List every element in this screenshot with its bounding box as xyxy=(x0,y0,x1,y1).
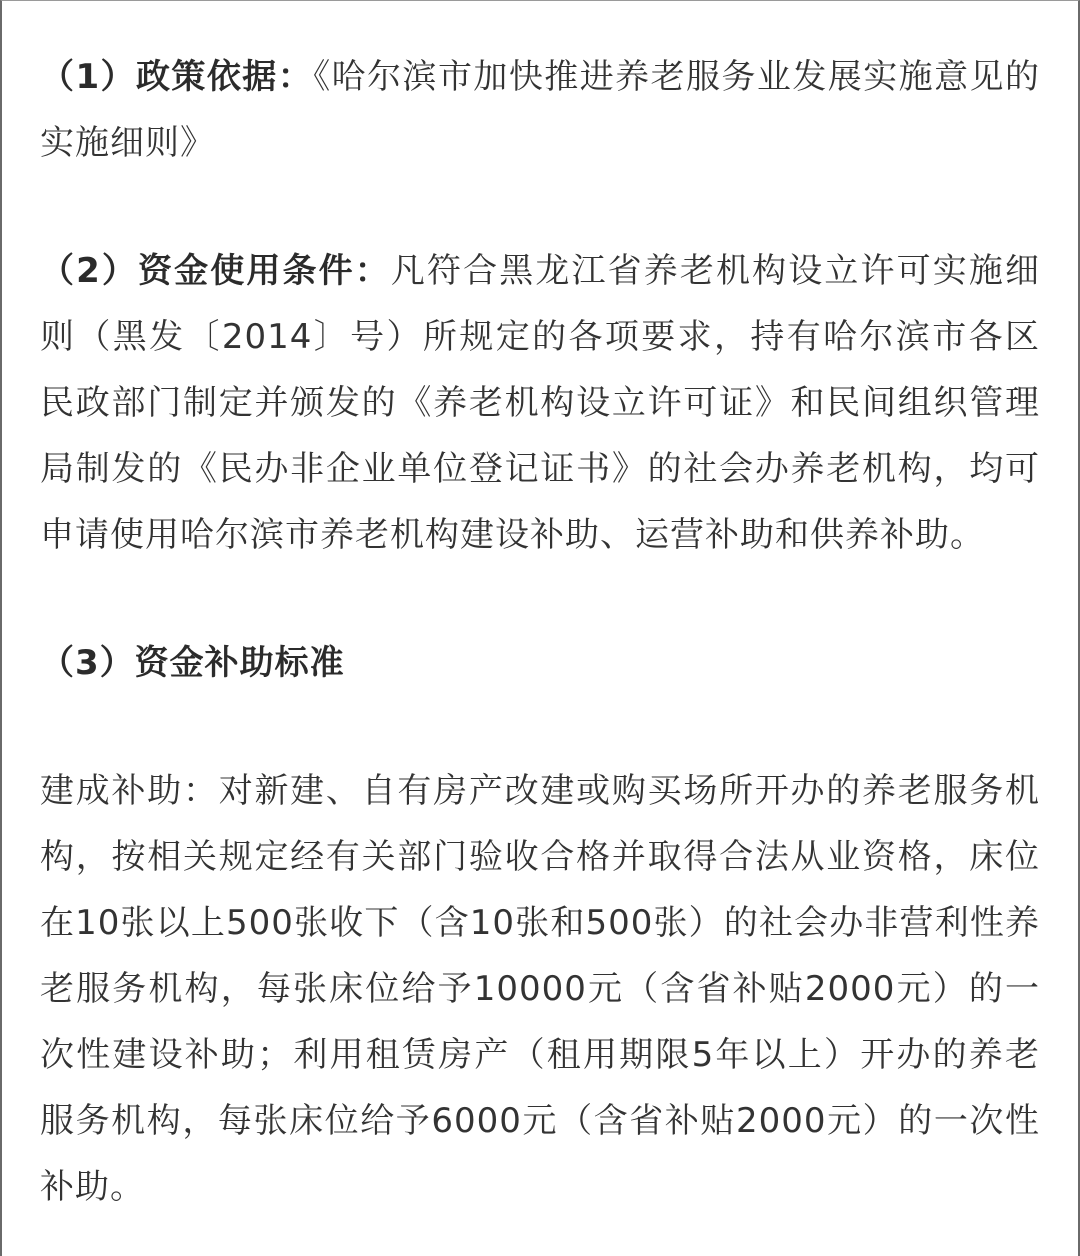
spacer xyxy=(40,568,1040,630)
policy-basis-label: （1）政策依据： xyxy=(40,57,314,97)
policy-basis-text: 《哈尔滨市加快推进养老服务业发展实施意见的实施细则》 xyxy=(40,57,1040,163)
spacer xyxy=(40,176,1040,238)
construction-subsidy-paragraph: 建成补助：对新建、自有房产改建或购买场所开办的养老服务机构，按相关规定经有关部门验收合格并取得合法从业资格，床位在10张以上500张收下（含10张和500张）的社会办非营利性养老服务机构，每张床位给予10000元（含省补贴2000元）的一次性建设补助；利用租赁房产（租用期限5年以上）开办的养老服务机构，每张床位给予6000元（含省补贴2000元）的一次性补助。 xyxy=(40,771,1040,1207)
article-body xyxy=(40,44,1040,1220)
fund-conditions-label: （2）资金使用条件： xyxy=(40,251,391,291)
fund-conditions-paragraph xyxy=(40,238,1040,568)
subsidy-standard-heading: （3）资金补助标准 xyxy=(40,643,345,683)
fund-conditions-text: 凡符合黑龙江省养老机构设立许可实施细则（黑发〔2014〕号）所规定的各项要求，持有哈尔滨市各区民政部门制定并颁发的《养老机构设立许可证》和民间组织管理局制发的《民办非企业单位登记证书》的社会办养老机构，均可申请使用哈尔滨市养老机构建设补助、运营补助和供养补助。 xyxy=(40,251,1040,555)
policy-basis-paragraph xyxy=(40,44,1040,176)
spacer xyxy=(40,696,1040,758)
